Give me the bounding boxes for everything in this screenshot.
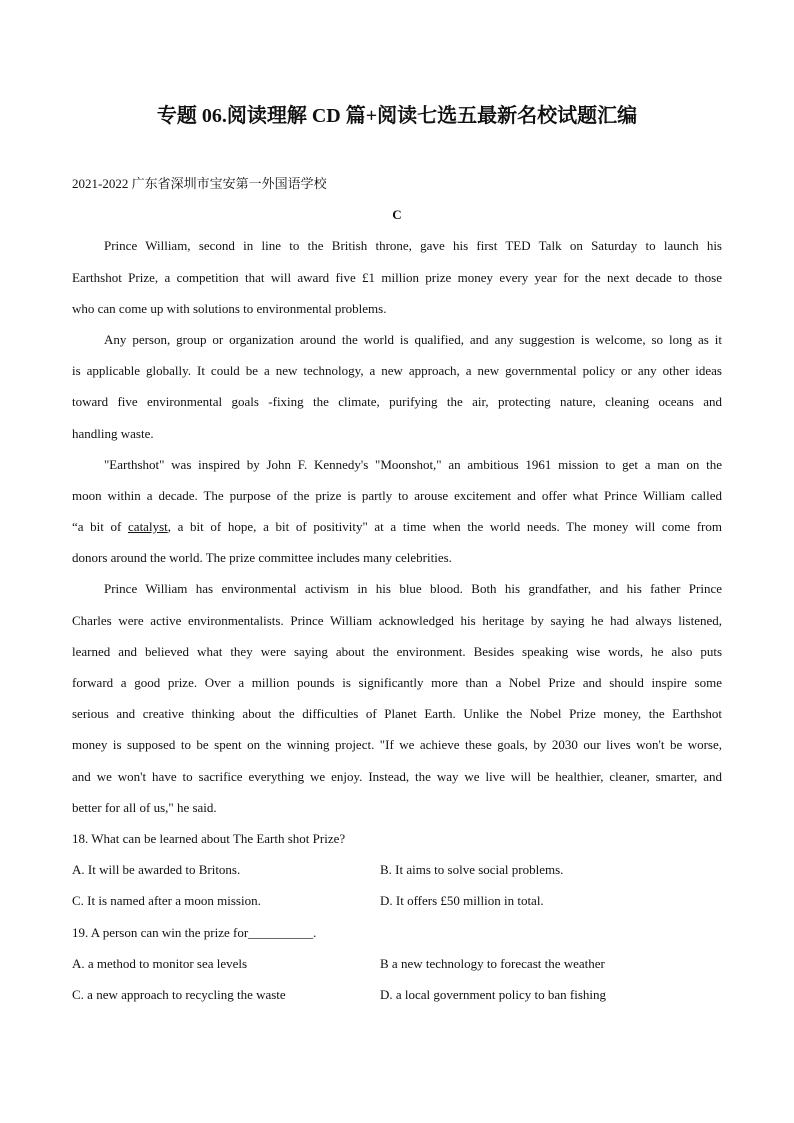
passage-line: handling waste. xyxy=(72,425,154,441)
passage-line: Prince William, second in line to the British throne, gave his first TED Talk on Saturday to launch his xyxy=(104,238,722,254)
option-a: A. a method to monitor sea levels xyxy=(72,955,248,971)
option-c: C. a new approach to recycling the waste xyxy=(72,986,286,1002)
document-body xyxy=(72,168,722,1010)
passage-paragraph-1 xyxy=(72,230,722,324)
line-text-before: “a bit of xyxy=(72,519,129,535)
option-d: D. It offers £50 million in total. xyxy=(380,893,544,909)
passage-paragraph-2 xyxy=(72,324,722,449)
question-stem: 19. A person can win the prize for__________. xyxy=(72,924,317,940)
passage-line: Any person, group or organization around the world is qualified, and any suggestion is welcome, so long as it xyxy=(104,331,722,347)
passage-line: forward a good prize. Over a million pounds is significantly more than a Nobel Prize and should inspire some xyxy=(72,675,722,690)
question-18 xyxy=(72,823,722,917)
passage-line: Prince William has environmental activism in his blue blood. Both his grandfather, and his father Prince xyxy=(104,581,722,597)
options-row xyxy=(72,854,722,885)
passage-line: and we won't have to sacrifice everything we enjoy. Instead, the way we live will be healthier, cleaner, smarter, and xyxy=(72,768,722,784)
passage-line: Charles were active environmentalists. Prince William acknowledged his heritage by saying he had always listened, xyxy=(72,612,722,628)
options-row xyxy=(72,948,722,979)
passage-line: better for all of us," he said. xyxy=(72,799,217,815)
passage-line: "Earthshot" was inspired by John F. Kennedy's "Moonshot," an ambitious 1961 mission to get a man on the xyxy=(104,456,722,472)
option-b: B a new technology to forecast the weather xyxy=(380,955,605,971)
option-a: A. It will be awarded to Britons. xyxy=(72,862,241,878)
options-row xyxy=(72,979,722,1010)
passage-line: Earthshot Prize, a competition that will award five £1 million prize money every year for the next decade to those xyxy=(72,269,722,285)
passage-paragraph-4 xyxy=(72,573,722,823)
passage-line: toward five environmental goals -fixing the climate, purifying the air, protecting nature, cleaning oceans and xyxy=(72,394,722,410)
passage-line: money is supposed to be spent on the winning project. "If we achieve these goals, by 2030 our lives won't be worse, xyxy=(72,737,722,753)
options-row xyxy=(72,885,722,916)
document-title: 专题 06.阅读理解 CD 篇+阅读七选五最新名校试题汇编 xyxy=(156,105,638,127)
question-19 xyxy=(72,917,722,1011)
passage-line: serious and creative thinking about the difficulties of Planet Earth. Unlike the Nobel Prize money, the Earthshot xyxy=(72,706,722,722)
underlined-word-catalyst: catalyst xyxy=(128,519,168,535)
passage-paragraph-3 xyxy=(72,449,722,574)
passage-line: who can come up with solutions to environmental problems. xyxy=(72,300,387,316)
passage-line: learned and believed what they were saying about the environment. Besides speaking wise words, he also puts xyxy=(72,643,722,659)
line-text-after: , a bit of hope, a bit of positivity" at a time when the world needs. The money will come from xyxy=(167,519,722,535)
option-d: D. a local government policy to ban fishing xyxy=(380,986,607,1002)
passage-label: C xyxy=(392,207,402,223)
passage-line xyxy=(72,511,722,542)
passage-line: donors around the world. The prize committee includes many celebrities. xyxy=(72,550,452,566)
option-c: C. It is named after a moon mission. xyxy=(72,893,261,909)
question-stem: 18. What can be learned about The Earth shot Prize? xyxy=(72,830,346,846)
source-line: 2021-2022 广东省深圳市宝安第一外国语学校 xyxy=(72,176,327,191)
option-b: B. It aims to solve social problems. xyxy=(380,862,564,878)
passage-line: is applicable globally. It could be a new technology, a new approach, a new governmental policy or any other ideas xyxy=(72,363,722,379)
passage-line: moon within a decade. The purpose of the prize is partly to arouse excitement and offer what Prince William called xyxy=(72,487,722,503)
